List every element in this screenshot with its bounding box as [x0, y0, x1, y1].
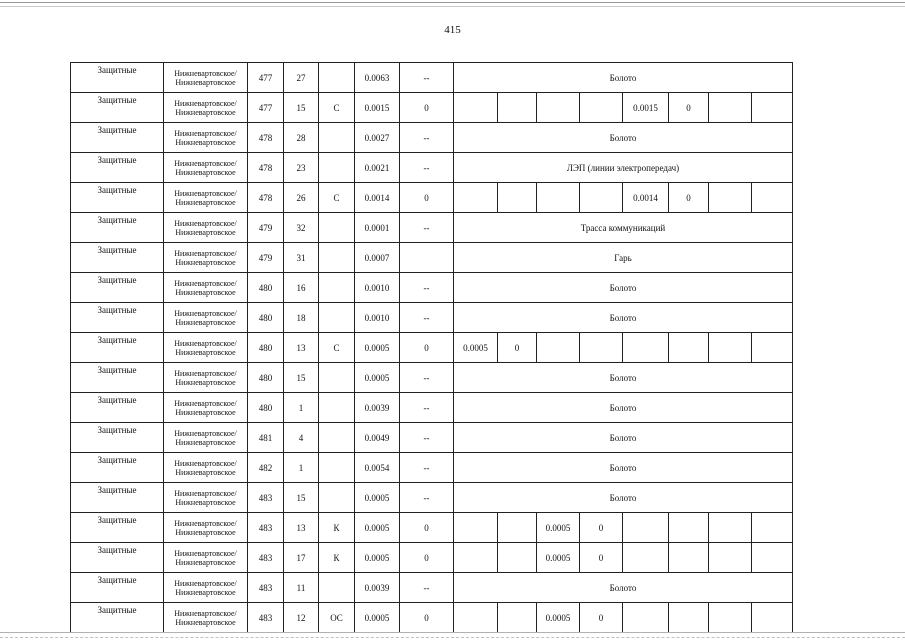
- land-type-note: Болото: [454, 483, 793, 513]
- forestry-cell: [164, 543, 248, 573]
- forestry-line: Нижневартовское/: [174, 188, 237, 198]
- land-type-note: Болото: [454, 303, 793, 333]
- code-cell: ОС: [319, 603, 355, 633]
- zero-cell: --: [400, 123, 454, 153]
- value-cell: 0.0005: [454, 333, 498, 363]
- table-row: [71, 213, 793, 243]
- table-row: [71, 183, 793, 213]
- land-type-note: ЛЭП (линии электропередач): [454, 153, 793, 183]
- code-cell: [319, 63, 355, 93]
- category-cell: Защитные: [71, 183, 164, 213]
- quarter-cell: 483: [248, 513, 284, 543]
- quarter-cell: 480: [248, 363, 284, 393]
- category-cell: Защитные: [71, 123, 164, 153]
- value-cell: [580, 93, 623, 123]
- table-row: [71, 543, 793, 573]
- value-cell: [623, 543, 669, 573]
- table-row: [71, 93, 793, 123]
- forestry-line: Нижневартовское/: [174, 218, 237, 228]
- value-cell: 0.0015: [623, 93, 669, 123]
- code-cell: [319, 273, 355, 303]
- area-cell: 0.0039: [355, 393, 400, 423]
- area-cell: 0.0005: [355, 543, 400, 573]
- land-type-note: Болото: [454, 273, 793, 303]
- value-cell: [752, 183, 793, 213]
- table-row: [71, 153, 793, 183]
- category-cell: Защитные: [71, 63, 164, 93]
- land-type-note: Болото: [454, 123, 793, 153]
- forestry-line: Нижневартовское: [175, 437, 236, 447]
- table-row: [71, 393, 793, 423]
- forestry-line: Нижневартовское/: [174, 128, 237, 138]
- forestry-line: Нижневартовское: [175, 617, 236, 627]
- value-cell: [537, 93, 580, 123]
- category-cell: Защитные: [71, 273, 164, 303]
- value-cell: [454, 603, 498, 633]
- value-cell: [454, 513, 498, 543]
- area-cell: 0.0005: [355, 513, 400, 543]
- zero-cell: --: [400, 303, 454, 333]
- category-cell: Защитные: [71, 333, 164, 363]
- value-cell: [454, 93, 498, 123]
- table-row: [71, 63, 793, 93]
- forestry-line: Нижневартовское: [175, 227, 236, 237]
- land-type-note: Болото: [454, 393, 793, 423]
- scan-edge-top: [0, 2, 905, 7]
- code-cell: [319, 303, 355, 333]
- forestry-line: Нижневартовское/: [174, 68, 237, 78]
- value-cell: [709, 603, 752, 633]
- area-cell: 0.0063: [355, 63, 400, 93]
- value-cell: [580, 183, 623, 213]
- table-row: [71, 273, 793, 303]
- forestry-line: Нижневартовское: [175, 557, 236, 567]
- quarter-cell: 478: [248, 123, 284, 153]
- value-cell: [669, 603, 709, 633]
- value-cell: [580, 333, 623, 363]
- value-cell: [454, 543, 498, 573]
- forestry-cell: [164, 243, 248, 273]
- value-cell: 0: [669, 93, 709, 123]
- value-cell: [498, 93, 537, 123]
- plot-cell: 4: [284, 423, 319, 453]
- quarter-cell: 477: [248, 93, 284, 123]
- value-cell: [537, 333, 580, 363]
- value-cell: [669, 333, 709, 363]
- zero-cell: --: [400, 453, 454, 483]
- scan-edge-bottom: [0, 632, 905, 638]
- land-type-note: Болото: [454, 423, 793, 453]
- table-body: [71, 63, 793, 633]
- zero-cell: --: [400, 393, 454, 423]
- forestry-line: Нижневартовское/: [174, 98, 237, 108]
- area-cell: 0.0005: [355, 603, 400, 633]
- forestry-cell: [164, 123, 248, 153]
- forestry-line: Нижневартовское/: [174, 428, 237, 438]
- category-cell: Защитные: [71, 513, 164, 543]
- plot-cell: 23: [284, 153, 319, 183]
- quarter-cell: 483: [248, 573, 284, 603]
- area-cell: 0.0005: [355, 483, 400, 513]
- quarter-cell: 481: [248, 423, 284, 453]
- quarter-cell: 477: [248, 63, 284, 93]
- value-cell: [669, 543, 709, 573]
- table-row: [71, 573, 793, 603]
- code-cell: [319, 423, 355, 453]
- value-cell: [623, 333, 669, 363]
- zero-cell: 0: [400, 603, 454, 633]
- land-plots-table: [70, 62, 793, 633]
- zero-cell: --: [400, 213, 454, 243]
- plot-cell: 12: [284, 603, 319, 633]
- forestry-line: Нижневартовское: [175, 167, 236, 177]
- table-row: [71, 123, 793, 153]
- category-cell: Защитные: [71, 393, 164, 423]
- plot-cell: 11: [284, 573, 319, 603]
- plot-cell: 26: [284, 183, 319, 213]
- area-cell: 0.0049: [355, 423, 400, 453]
- code-cell: [319, 483, 355, 513]
- forestry-line: Нижневартовское/: [174, 338, 237, 348]
- code-cell: [319, 243, 355, 273]
- forestry-line: Нижневартовское/: [174, 608, 237, 618]
- area-cell: 0.0039: [355, 573, 400, 603]
- table-row: [71, 513, 793, 543]
- forestry-line: Нижневартовское: [175, 287, 236, 297]
- plot-cell: 31: [284, 243, 319, 273]
- forestry-line: Нижневартовское: [175, 317, 236, 327]
- forestry-line: Нижневартовское: [175, 197, 236, 207]
- page-number: 415: [444, 24, 461, 36]
- table-row: [71, 603, 793, 633]
- forestry-line: Нижневартовское: [175, 527, 236, 537]
- value-cell: [498, 183, 537, 213]
- forestry-cell: [164, 213, 248, 243]
- area-cell: 0.0027: [355, 123, 400, 153]
- value-cell: 0: [580, 603, 623, 633]
- value-cell: [669, 513, 709, 543]
- value-cell: [752, 543, 793, 573]
- category-cell: Защитные: [71, 483, 164, 513]
- forestry-cell: [164, 363, 248, 393]
- quarter-cell: 482: [248, 453, 284, 483]
- zero-cell: 0: [400, 183, 454, 213]
- forestry-cell: [164, 93, 248, 123]
- category-cell: Защитные: [71, 423, 164, 453]
- category-cell: Защитные: [71, 213, 164, 243]
- plot-cell: 15: [284, 363, 319, 393]
- quarter-cell: 483: [248, 543, 284, 573]
- forestry-cell: [164, 513, 248, 543]
- land-type-note: Болото: [454, 363, 793, 393]
- forestry-line: Нижневартовское/: [174, 488, 237, 498]
- code-cell: К: [319, 543, 355, 573]
- zero-cell: --: [400, 573, 454, 603]
- plot-cell: 15: [284, 483, 319, 513]
- forestry-cell: [164, 273, 248, 303]
- quarter-cell: 480: [248, 333, 284, 363]
- forestry-line: Нижневартовское/: [174, 458, 237, 468]
- code-cell: К: [319, 513, 355, 543]
- area-cell: 0.0014: [355, 183, 400, 213]
- forestry-cell: [164, 333, 248, 363]
- forestry-cell: [164, 303, 248, 333]
- category-cell: Защитные: [71, 573, 164, 603]
- code-cell: [319, 153, 355, 183]
- value-cell: [709, 543, 752, 573]
- value-cell: [537, 183, 580, 213]
- forestry-line: Нижневартовское: [175, 467, 236, 477]
- land-type-note: Болото: [454, 573, 793, 603]
- plot-cell: 28: [284, 123, 319, 153]
- quarter-cell: 478: [248, 153, 284, 183]
- value-cell: [454, 183, 498, 213]
- code-cell: [319, 573, 355, 603]
- plot-cell: 32: [284, 213, 319, 243]
- value-cell: [709, 93, 752, 123]
- code-cell: [319, 363, 355, 393]
- forestry-line: Нижневартовское: [175, 107, 236, 117]
- category-cell: Защитные: [71, 243, 164, 273]
- table-row: [71, 483, 793, 513]
- plot-cell: 18: [284, 303, 319, 333]
- land-type-note: Гарь: [454, 243, 793, 273]
- area-cell: 0.0021: [355, 153, 400, 183]
- value-cell: 0: [580, 513, 623, 543]
- code-cell: [319, 453, 355, 483]
- plot-cell: 17: [284, 543, 319, 573]
- zero-cell: 0: [400, 543, 454, 573]
- area-cell: 0.0005: [355, 363, 400, 393]
- forestry-line: Нижневартовское/: [174, 368, 237, 378]
- forestry-line: Нижневартовское/: [174, 278, 237, 288]
- code-cell: С: [319, 183, 355, 213]
- code-cell: С: [319, 333, 355, 363]
- value-cell: 0: [580, 543, 623, 573]
- category-cell: Защитные: [71, 543, 164, 573]
- table-row: [71, 423, 793, 453]
- forestry-line: Нижневартовское/: [174, 518, 237, 528]
- table-row: [71, 243, 793, 273]
- code-cell: [319, 213, 355, 243]
- code-cell: С: [319, 93, 355, 123]
- area-cell: 0.0015: [355, 93, 400, 123]
- category-cell: Защитные: [71, 603, 164, 633]
- plot-cell: 13: [284, 333, 319, 363]
- quarter-cell: 483: [248, 603, 284, 633]
- quarter-cell: 480: [248, 393, 284, 423]
- forestry-line: Нижневартовское/: [174, 548, 237, 558]
- forestry-cell: [164, 423, 248, 453]
- forestry-cell: [164, 453, 248, 483]
- plot-cell: 16: [284, 273, 319, 303]
- zero-cell: --: [400, 63, 454, 93]
- zero-cell: [400, 243, 454, 273]
- forestry-cell: [164, 573, 248, 603]
- forestry-cell: [164, 603, 248, 633]
- code-cell: [319, 393, 355, 423]
- quarter-cell: 478: [248, 183, 284, 213]
- forestry-line: Нижневартовское: [175, 137, 236, 147]
- quarter-cell: 480: [248, 273, 284, 303]
- value-cell: [623, 603, 669, 633]
- forestry-line: Нижневартовское: [175, 77, 236, 87]
- value-cell: 0: [669, 183, 709, 213]
- forestry-line: Нижневартовское: [175, 587, 236, 597]
- area-cell: 0.0010: [355, 303, 400, 333]
- forestry-line: Нижневартовское: [175, 407, 236, 417]
- area-cell: 0.0010: [355, 273, 400, 303]
- zero-cell: --: [400, 363, 454, 393]
- zero-cell: 0: [400, 93, 454, 123]
- value-cell: [752, 93, 793, 123]
- zero-cell: --: [400, 273, 454, 303]
- table-row: [71, 453, 793, 483]
- value-cell: 0.0005: [537, 603, 580, 633]
- land-type-note: Болото: [454, 63, 793, 93]
- area-cell: 0.0054: [355, 453, 400, 483]
- value-cell: [752, 333, 793, 363]
- plot-cell: 1: [284, 393, 319, 423]
- category-cell: Защитные: [71, 453, 164, 483]
- value-cell: 0: [498, 333, 537, 363]
- plot-cell: 27: [284, 63, 319, 93]
- value-cell: [498, 513, 537, 543]
- zero-cell: 0: [400, 513, 454, 543]
- plot-cell: 15: [284, 93, 319, 123]
- forestry-line: Нижневартовское/: [174, 398, 237, 408]
- value-cell: [498, 603, 537, 633]
- plot-cell: 13: [284, 513, 319, 543]
- zero-cell: --: [400, 153, 454, 183]
- value-cell: [752, 513, 793, 543]
- land-type-note: Болото: [454, 453, 793, 483]
- forestry-line: Нижневартовское/: [174, 578, 237, 588]
- value-cell: [709, 333, 752, 363]
- value-cell: [623, 513, 669, 543]
- forestry-line: Нижневартовское: [175, 497, 236, 507]
- area-cell: 0.0001: [355, 213, 400, 243]
- forestry-cell: [164, 153, 248, 183]
- zero-cell: 0: [400, 333, 454, 363]
- forestry-line: Нижневартовское/: [174, 158, 237, 168]
- area-cell: 0.0007: [355, 243, 400, 273]
- quarter-cell: 479: [248, 213, 284, 243]
- value-cell: 0.0005: [537, 543, 580, 573]
- zero-cell: --: [400, 483, 454, 513]
- category-cell: Защитные: [71, 363, 164, 393]
- forestry-line: Нижневартовское: [175, 347, 236, 357]
- plot-cell: 1: [284, 453, 319, 483]
- table-row: [71, 363, 793, 393]
- value-cell: [709, 513, 752, 543]
- quarter-cell: 480: [248, 303, 284, 333]
- category-cell: Защитные: [71, 303, 164, 333]
- zero-cell: --: [400, 423, 454, 453]
- forestry-cell: [164, 63, 248, 93]
- forestry-line: Нижневартовское/: [174, 248, 237, 258]
- value-cell: 0.0005: [537, 513, 580, 543]
- forestry-cell: [164, 393, 248, 423]
- quarter-cell: 479: [248, 243, 284, 273]
- value-cell: [709, 183, 752, 213]
- table-row: [71, 303, 793, 333]
- land-type-note: Трасса коммуникаций: [454, 213, 793, 243]
- forestry-line: Нижневартовское: [175, 377, 236, 387]
- value-cell: [498, 543, 537, 573]
- code-cell: [319, 123, 355, 153]
- area-cell: 0.0005: [355, 333, 400, 363]
- forestry-cell: [164, 483, 248, 513]
- forestry-line: Нижневартовское: [175, 257, 236, 267]
- table-row: [71, 333, 793, 363]
- value-cell: 0.0014: [623, 183, 669, 213]
- forestry-cell: [164, 183, 248, 213]
- quarter-cell: 483: [248, 483, 284, 513]
- category-cell: Защитные: [71, 93, 164, 123]
- category-cell: Защитные: [71, 153, 164, 183]
- value-cell: [752, 603, 793, 633]
- forestry-line: Нижневартовское/: [174, 308, 237, 318]
